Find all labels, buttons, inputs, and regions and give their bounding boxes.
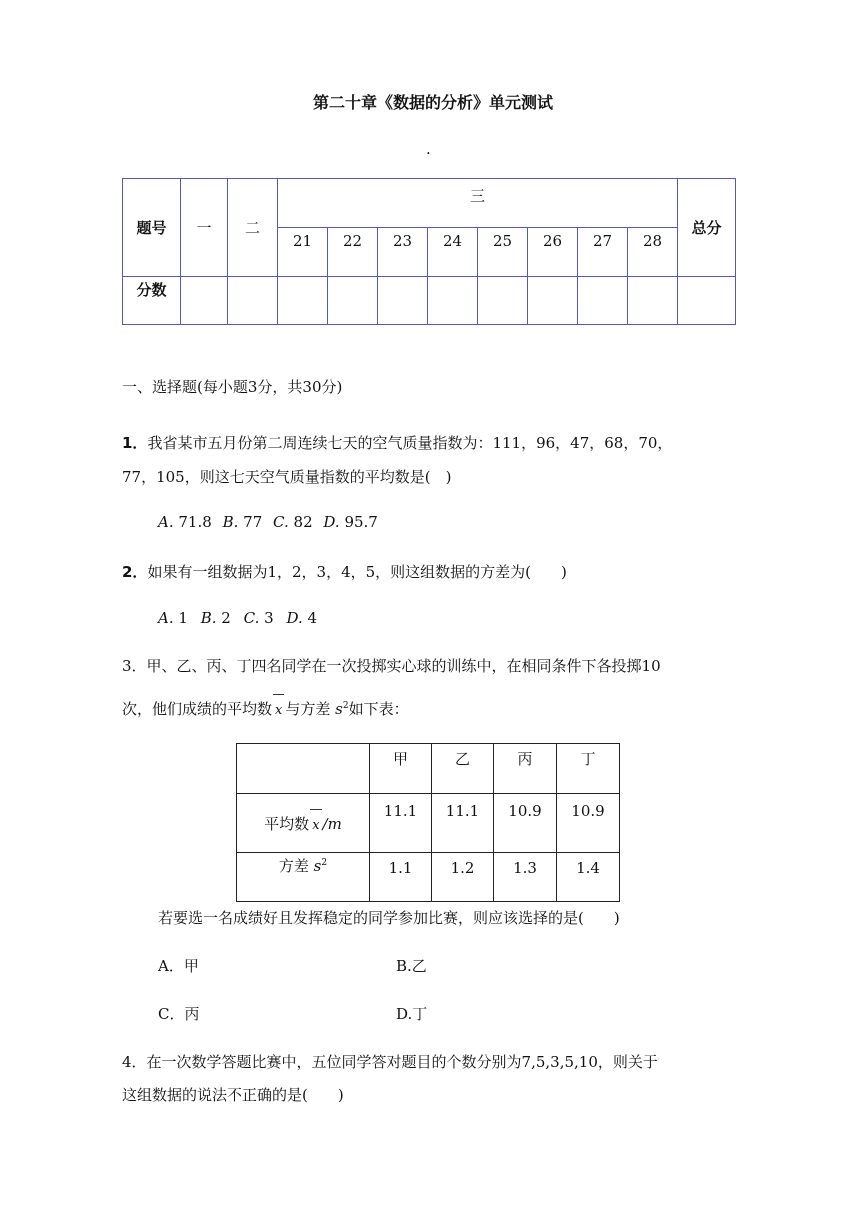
stats-table — [236, 743, 620, 902]
score-q-22: 22 — [328, 228, 378, 277]
option-d-text: 4 — [307, 609, 318, 627]
stats-header-yi: 乙 — [432, 744, 494, 794]
score-cell[interactable] — [181, 277, 228, 325]
question-3-text-b: 与方差 — [285, 700, 331, 718]
question-1-line1: 我省某市五月份第二周连续七天的空气质量指数为：111，96，47，68，70， — [147, 434, 673, 452]
question-3-option-a: A．甲 — [158, 957, 199, 975]
score-cell[interactable] — [328, 277, 378, 325]
question-3-text-a: 次，他们成绩的平均数 — [122, 700, 273, 718]
question-4-line2: 这组数据的说法不正确的是( ) — [122, 1086, 344, 1104]
mean-symbol: x — [312, 817, 320, 833]
score-total: 总分 — [678, 179, 736, 277]
score-cell[interactable] — [278, 277, 328, 325]
question-3-option-b: B.乙 — [396, 957, 427, 975]
mean-symbol: x — [275, 703, 283, 718]
score-q-28: 28 — [628, 228, 678, 277]
stats-mean-jia: 11.1 — [370, 794, 432, 853]
square-exponent: 2 — [342, 701, 349, 711]
option-d-letter: D. — [323, 513, 340, 531]
score-cell[interactable] — [428, 277, 478, 325]
option-b-letter: B. — [200, 609, 217, 627]
score-part-1: 一 — [181, 179, 228, 277]
option-a-letter: A. — [158, 609, 174, 627]
score-q-27: 27 — [578, 228, 628, 277]
score-row-label: 分数 — [123, 277, 181, 325]
stats-var-yi: 1.2 — [432, 853, 494, 902]
stats-header-jia: 甲 — [370, 744, 432, 794]
question-2-number: 2． — [122, 563, 148, 581]
option-c-text: 82 — [293, 513, 313, 531]
score-part-2: 二 — [228, 179, 278, 277]
question-3-line2 — [122, 698, 409, 719]
score-cell[interactable] — [578, 277, 628, 325]
option-b-letter: B. — [222, 513, 239, 531]
variance-symbol: s — [335, 700, 343, 718]
option-c-letter: C. — [273, 513, 289, 531]
score-table — [122, 178, 736, 325]
score-q-21: 21 — [278, 228, 328, 277]
option-a-text: 71.8 — [178, 513, 212, 531]
score-cell[interactable] — [678, 277, 736, 325]
title-dot: . — [426, 140, 431, 158]
question-4-line1: 4．在一次数学答题比赛中，五位同学答对题目的个数分别为7,5,3,5,10，则关于 — [122, 1053, 658, 1071]
stats-row-mean-label — [237, 794, 370, 853]
question-3-option-c: C．丙 — [158, 1005, 200, 1023]
score-part-3: 三 — [278, 179, 678, 228]
option-c-text: 3 — [264, 609, 274, 627]
question-2-text: 如果有一组数据为1，2，3，4，5，则这组数据的方差为( ) — [147, 563, 567, 581]
option-d-letter: D. — [286, 609, 303, 627]
question-1-options — [158, 513, 378, 531]
score-cell[interactable] — [228, 277, 278, 325]
score-cell[interactable] — [378, 277, 428, 325]
stats-mean-ding: 10.9 — [557, 794, 620, 853]
stats-row-variance-label — [237, 853, 370, 902]
variance-symbol: s — [313, 857, 322, 875]
stats-header-ding: 丁 — [557, 744, 620, 794]
option-b-text: 2 — [221, 609, 231, 627]
option-b-text: 77 — [243, 513, 263, 531]
variance-label: 方差 — [278, 857, 309, 875]
stats-header-bing: 丙 — [494, 744, 557, 794]
page-title: 第二十章《数据的分析》单元测试 — [313, 93, 554, 112]
question-2 — [122, 561, 567, 582]
score-q-25: 25 — [478, 228, 528, 277]
score-q-26: 26 — [528, 228, 578, 277]
question-1-number: 1． — [122, 434, 148, 452]
score-q-23: 23 — [378, 228, 428, 277]
score-q-24: 24 — [428, 228, 478, 277]
mean-label: 平均数 — [264, 814, 310, 833]
question-1-line2: 77，105，则这七天空气质量指数的平均数是( ) — [122, 468, 452, 486]
section-heading: 一、选择题(每小题3分，共30分) — [122, 378, 343, 396]
option-d-text: 95.7 — [344, 513, 378, 531]
square-exponent: 2 — [321, 858, 328, 868]
mean-unit: /m — [322, 814, 342, 833]
score-cell[interactable] — [478, 277, 528, 325]
score-cell[interactable] — [628, 277, 678, 325]
question-3-text-c: 如下表： — [348, 700, 409, 718]
stats-var-jia: 1.1 — [370, 853, 432, 902]
option-a-letter: A. — [158, 513, 174, 531]
question-1 — [122, 432, 672, 453]
option-c-letter: C. — [243, 609, 260, 627]
score-cell[interactable] — [528, 277, 578, 325]
question-3-option-d: D.丁 — [396, 1005, 428, 1023]
stats-mean-bing: 10.9 — [494, 794, 557, 853]
score-col-label: 题号 — [123, 179, 181, 277]
question-2-options — [158, 609, 317, 627]
option-a-text: 1 — [178, 609, 188, 627]
stats-var-bing: 1.3 — [494, 853, 557, 902]
stats-var-ding: 1.4 — [557, 853, 620, 902]
question-3-prompt: 若要选一名成绩好且发挥稳定的同学参加比赛，则应该选择的是( ) — [158, 909, 620, 927]
stats-mean-yi: 11.1 — [432, 794, 494, 853]
question-3-line1: 3．甲、乙、丙、丁四名同学在一次投掷实心球的训练中，在相同条件下各投掷10 — [122, 657, 661, 675]
stats-corner — [237, 744, 370, 794]
